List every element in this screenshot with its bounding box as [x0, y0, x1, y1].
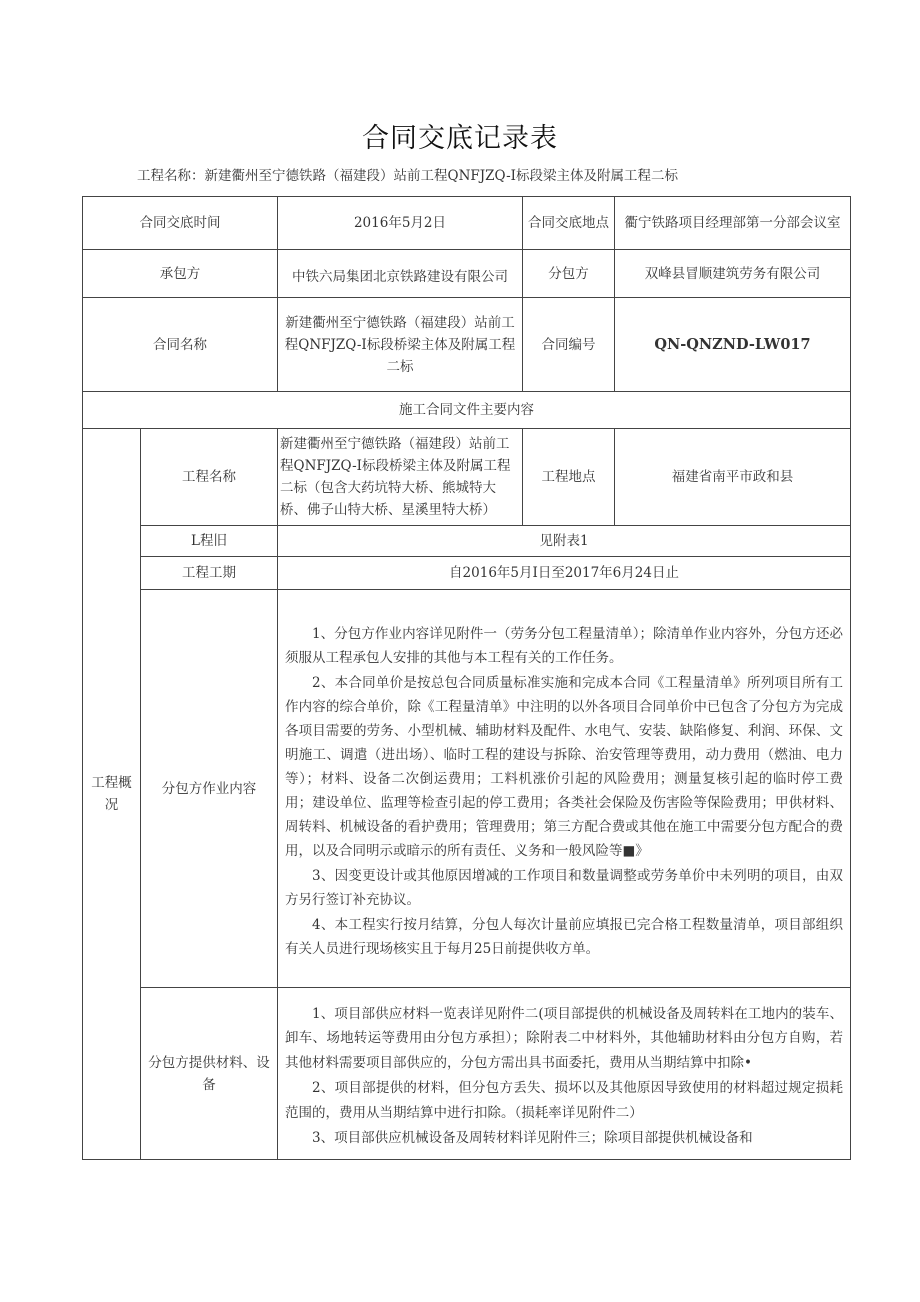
scope-paragraph: 4、本工程实行按月结算，分包人每次计量前应填报已完合格工程数量清单，项目部组织有关人员进行现场核实且于每月25日前提供收方单。: [285, 917, 843, 957]
row-contract: [83, 298, 851, 392]
contract-name-label: 合同名称: [83, 298, 278, 392]
handover-place-value: 衢宁铁路项目经理部第一分部会议室: [615, 197, 851, 250]
subcontractor-value: 双峰县冒顺建筑劳务有限公司: [615, 250, 851, 298]
contract-no-value: QN-QNZND-LW017: [615, 298, 851, 392]
materials-paragraphs: [282, 1000, 846, 1153]
handover-place-label: 合同交底地点: [523, 197, 615, 250]
row-section-header: [83, 392, 851, 429]
project-name-value: 新建衢州至宁德铁路（福建段）站前工程QNFJZQ-I标段桥梁主体及附属工程二标（包含大药坑特大桥、熊城特大桥、佛子山特大桥、星溪里特大桥）: [278, 429, 523, 526]
scope-paragraphs: [282, 620, 846, 963]
scope-label: 分包方作业内容: [141, 590, 278, 988]
scope-paragraph: 1、分包方作业内容详见附件一（劳务分包工程量清单）；除清单作业内容外，分包方还必须服从工程承包人安排的其他与本工程有关的工作任务。: [285, 626, 843, 666]
materials-paragraph: 3、项目部供应机械设备及周转材料详见附件三；除项目部提供机械设备和: [312, 1130, 753, 1146]
row-handover-time: [83, 197, 851, 250]
row-period: [83, 557, 851, 590]
contract-no-label: 合同编号: [523, 298, 615, 392]
project-location-label: 工程地点: [523, 429, 615, 526]
project-name-line: 工程名称：新建衢州至宁德铁路（福建段）站前工程QNFJZQ-I标段梁主体及附属工程二标: [137, 168, 678, 184]
quantity-value: 见附表1: [278, 526, 851, 557]
subcontractor-label: 分包方: [523, 250, 615, 298]
contract-record-table: [82, 196, 851, 1160]
materials-label: 分包方提供材料、设备: [141, 988, 278, 1160]
contractor-value: 中铁六局集团北京铁路建设有限公司: [278, 250, 523, 298]
scope-paragraph: 3、因变更设计或其他原因增减的工作项目和数量调整或劳务单价中未列明的项目，由双方另行签订补充协议。: [285, 868, 843, 908]
row-scope: [83, 590, 851, 988]
handover-time-label: 合同交底时间: [83, 197, 278, 250]
period-value: 自2016年5月I日至2017年6月24日止: [278, 557, 851, 590]
section-header: 施工合同文件主要内容: [83, 392, 851, 429]
row-parties: [83, 250, 851, 298]
contract-name-value: 新建衢州至宁德铁路（福建段）站前工程QNFJZQ-I标段桥梁主体及附属工程二标: [278, 298, 523, 392]
project-location-value: 福建省南平市政和县: [615, 429, 851, 526]
project-name-label: 工程名称: [141, 429, 278, 526]
materials-paragraph: 1、项目部供应材料一览表详见附件二(项目部提供的机械设备及周转料在工地内的装车、卸车、场地转运等费用由分包方承担）；除附表二中材料外，其他辅助材料由分包方自购，若其他材料需要项目部供应的，分包方需出具书面委托，费用从当期结算中扣除•: [285, 1005, 843, 1071]
scope-content: [278, 590, 851, 988]
quantity-label: L程旧: [141, 526, 278, 557]
row-project-name: [83, 429, 851, 526]
handover-time-value: 2016年5月2日: [278, 197, 523, 250]
materials-content: [278, 988, 851, 1160]
period-label: 工程工期: [141, 557, 278, 590]
row-materials: [83, 988, 851, 1160]
scope-paragraph: 2、本合同单价是按总包合同质量标准实施和完成本合同《工程量清单》所列项目所有工作内容的综合单价，除《工程量清单》中注明的以外各项目合同单价中已包含了分包方为完成各项目需要的劳务、小型机械、辅助材料及配件、水电气、安装、缺陷修复、利润、环保、文明施工、调遣（进出场）、临时工程的建设与拆除、治安管理等费用，动力费用（燃油、电力等）；材料、设备二次倒运费用；工料机涨价引起的风险费用；测量复核引起的临时停工费用；建设单位、监理等检查引起的停工费用；各类社会保险及伤害险等保险费用；甲供材料、周转料、机械设备的看护费用；管理费用；第三方配合费或其他在施工中需要分包方配合的费用，以及合同明示或暗示的所有责任、义务和一般风险等■》: [285, 675, 843, 859]
row-quantity: [83, 526, 851, 557]
document-title: 合同交底记录表: [362, 123, 558, 154]
overview-label: 工程概况: [83, 429, 141, 1160]
contractor-label: 承包方: [83, 250, 278, 298]
materials-paragraph: 2、项目部提供的材料，但分包方丢失、损坏以及其他原因导致使用的材料超过规定损耗范围的，费用从当期结算中进行扣除。（损耗率详见附件二）: [285, 1080, 843, 1121]
